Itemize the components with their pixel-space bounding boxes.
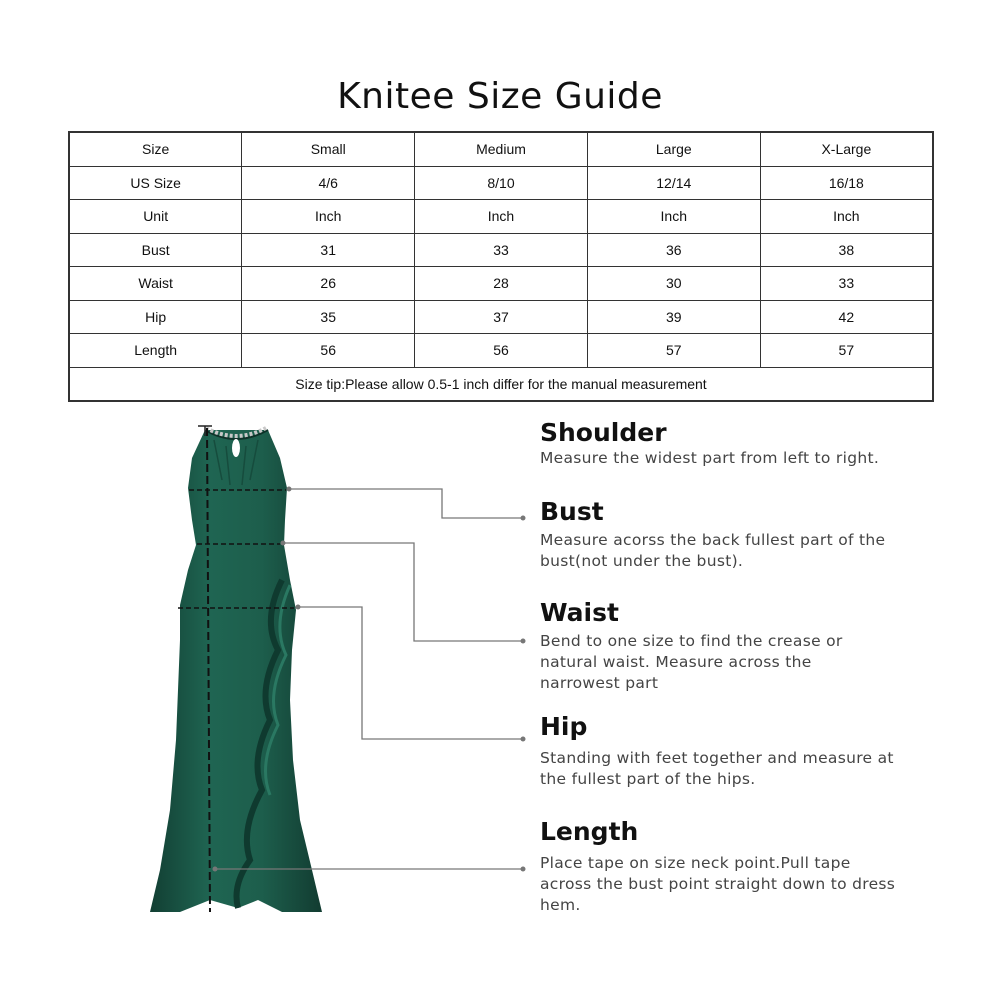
hip-description-line: Standing with feet together and measure at [540,749,894,767]
bust-heading: Bust [540,497,604,526]
table-row [69,300,933,334]
dress-illustration [120,418,540,938]
bust-leader-line [289,489,523,518]
table-cell: 35 [242,300,415,334]
length-section [540,817,900,916]
length-leader-dot-end [521,867,526,872]
waist-leader-dot-end [521,639,526,644]
keyhole [232,439,240,457]
dress-body [150,430,322,912]
table-cell: 4/6 [242,166,415,200]
table-cell: Inch [587,200,760,234]
table-cell: 57 [760,334,933,368]
hip-leader-dot-end [521,737,526,742]
hip-leader-line [298,607,523,739]
table-row [69,200,933,234]
hip-heading: Hip [540,712,588,741]
hip-description-line: the fullest part of the hips. [540,770,756,788]
waist-section [540,598,900,694]
hip-section [540,712,900,790]
table-cell: Inch [760,200,933,234]
table-cell: Bust [69,233,242,267]
table-cell: 12/14 [587,166,760,200]
shoulder-description: Measure the widest part from left to right. [540,449,880,467]
table-cell: Small [242,132,415,166]
table-cell: 56 [415,334,588,368]
table-cell: X-Large [760,132,933,166]
table-cell: 33 [415,233,588,267]
table-cell: US Size [69,166,242,200]
table-cell: 39 [587,300,760,334]
waist-leader-line [283,543,523,641]
bust-description-line: Measure acorss the back fullest part of the [540,531,886,549]
length-description-line: across the bust point straight down to dress [540,875,896,893]
length-description-line: hem. [540,896,581,914]
waist-description-line: Bend to one size to find the crease or [540,632,843,650]
length-description-line: Place tape on size neck point.Pull tape [540,854,851,872]
shoulder-heading: Shoulder [540,418,667,447]
table-cell: 38 [760,233,933,267]
shoulder-section [540,418,900,469]
table-row [69,166,933,200]
table-cell: 33 [760,267,933,301]
table-cell: 42 [760,300,933,334]
length-heading: Length [540,817,639,846]
table-cell: 37 [415,300,588,334]
table-cell: Large [587,132,760,166]
bust-leader-dot-end [521,516,526,521]
table-cell: Length [69,334,242,368]
length-leader-dot [213,867,218,872]
table-row [69,233,933,267]
size-table [68,131,934,402]
bust-leader-dot [287,487,292,492]
table-cell: Medium [415,132,588,166]
table-cell: Unit [69,200,242,234]
table-cell: 56 [242,334,415,368]
bust-description-line: bust(not under the bust). [540,552,744,570]
table-row [69,367,933,401]
table-cell: 28 [415,267,588,301]
table-cell: Hip [69,300,242,334]
page-title: Knitee Size Guide [337,76,663,117]
table-cell: Inch [415,200,588,234]
table-cell: 8/10 [415,166,588,200]
table-cell: Inch [242,200,415,234]
table-cell: 26 [242,267,415,301]
table-row [69,132,933,166]
size-tip: Size tip:Please allow 0.5-1 inch differ for the manual measurement [69,367,933,401]
hip-leader-dot [296,605,301,610]
table-cell: 57 [587,334,760,368]
table-cell: 31 [242,233,415,267]
bust-section [540,497,900,572]
table-cell: 30 [587,267,760,301]
table-row [69,267,933,301]
waist-description-line: natural waist. Measure across the [540,653,812,671]
waist-description-line: narrowest part [540,674,659,692]
waist-heading: Waist [540,598,619,627]
table-cell: Waist [69,267,242,301]
table-cell: 16/18 [760,166,933,200]
table-cell: Size [69,132,242,166]
table-cell: 36 [587,233,760,267]
waist-leader-dot [281,541,286,546]
table-row [69,334,933,368]
